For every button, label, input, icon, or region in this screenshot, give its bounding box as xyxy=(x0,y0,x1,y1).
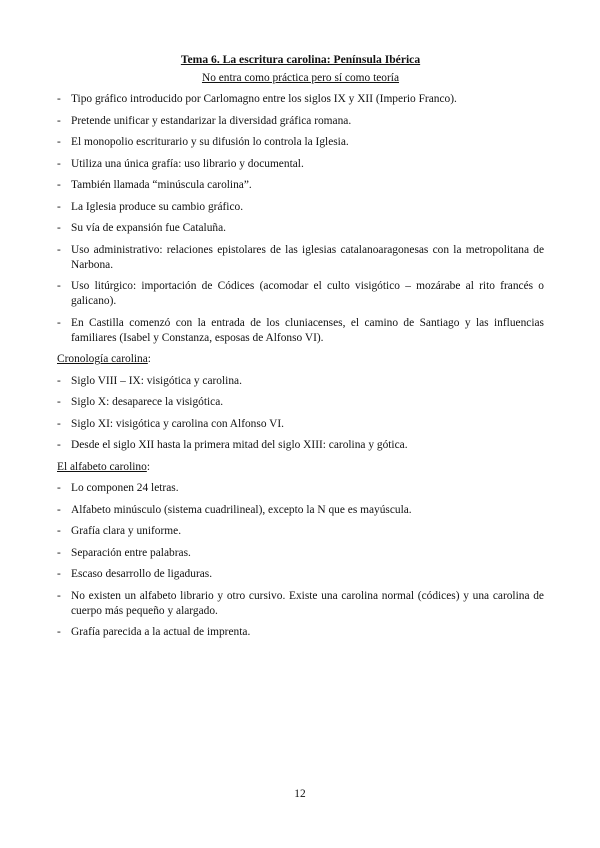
list-item xyxy=(57,503,544,518)
list-item xyxy=(57,221,544,236)
list-item xyxy=(57,374,544,389)
dash-bullet: - xyxy=(57,568,61,580)
list-item xyxy=(57,395,544,410)
dash-bullet: - xyxy=(57,243,61,256)
list-item xyxy=(57,92,544,107)
dash-bullet: - xyxy=(57,503,61,516)
list-item xyxy=(57,625,544,640)
list-item-text: Lo componen 24 letras. xyxy=(71,482,179,494)
page-title: Tema 6. La escritura carolina: Península Ibérica xyxy=(180,53,421,66)
dash-bullet: - xyxy=(57,589,61,602)
list-item xyxy=(57,135,544,150)
dash-bullet: - xyxy=(57,439,61,451)
list-item-text: Grafía clara y uniforme. xyxy=(71,525,182,537)
list-item-text: Siglo VIII – IX: visigótica y carolina. xyxy=(71,374,242,387)
list-item xyxy=(57,279,544,309)
chronology-heading xyxy=(57,352,544,367)
list-item-text: Uso litúrgico: importación de Códices (acomodar el culto visigótico – mozárabe al rito francés o galicano). xyxy=(71,280,544,307)
dash-bullet: - xyxy=(57,93,61,105)
chronology-heading-colon: : xyxy=(147,353,151,365)
list-item xyxy=(57,178,544,193)
list-item xyxy=(57,200,544,215)
list-item xyxy=(57,524,544,539)
list-item-text: Separación entre palabras. xyxy=(71,546,191,559)
list-item-text: La Iglesia produce su cambio gráfico. xyxy=(71,200,244,213)
document-page xyxy=(57,52,544,647)
dash-bullet: - xyxy=(57,200,61,213)
alphabet-heading xyxy=(57,460,544,475)
list-item xyxy=(57,157,544,172)
list-item-text: No existen un alfabeto librario y otro cursivo. Existe una carolina normal (códices) y una carolina de cuerpo más pequeño y alargado. xyxy=(71,589,544,617)
list-item xyxy=(57,481,544,496)
list-item-text: Siglo XI: visigótica y carolina con Alfonso VI. xyxy=(71,417,285,430)
intro-list xyxy=(57,92,544,346)
chronology-list xyxy=(57,374,544,454)
list-item xyxy=(57,567,544,582)
list-item-text: Desde el siglo XII hasta la primera mitad del siglo XIII: carolina y gótica. xyxy=(71,439,408,451)
list-item-text: Uso administrativo: relaciones epistolares de las iglesias catalanoaragonesas con la metropolitana de Narbona. xyxy=(71,243,544,271)
list-item xyxy=(57,589,544,619)
dash-bullet: - xyxy=(57,222,61,234)
dash-bullet: - xyxy=(57,280,61,292)
list-item-text: Grafía parecida a la actual de imprenta. xyxy=(71,626,251,638)
list-item xyxy=(57,438,544,453)
dash-bullet: - xyxy=(57,525,61,537)
list-item xyxy=(57,243,544,273)
dash-bullet: - xyxy=(57,316,61,329)
dash-bullet: - xyxy=(57,626,61,638)
alphabet-heading-colon: : xyxy=(146,460,150,473)
list-item-text: En Castilla comenzó con la entrada de los cluniacenses, el camino de Santiago y las influencias familiares (Isabel y Constanza, esposas de Alfonso VI). xyxy=(71,316,544,344)
page-subtitle: No entra como práctica pero sí como teoría xyxy=(201,72,400,84)
dash-bullet: - xyxy=(57,482,61,494)
alphabet-list xyxy=(57,481,544,640)
dash-bullet: - xyxy=(57,179,61,191)
list-item xyxy=(57,114,544,129)
list-item xyxy=(57,546,544,561)
list-item-text: El monopolio escriturario y su difusión lo controla la Iglesia. xyxy=(71,136,349,148)
list-item-text: Utiliza una única grafía: uso librario y documental. xyxy=(71,157,304,170)
dash-bullet: - xyxy=(57,114,61,127)
list-item-text: Su vía de expansión fue Cataluña. xyxy=(71,222,226,234)
list-item-text: Siglo X: desaparece la visigótica. xyxy=(71,396,224,408)
dash-bullet: - xyxy=(57,157,61,170)
dash-bullet: - xyxy=(57,374,61,387)
alphabet-heading-text: El alfabeto carolino xyxy=(57,460,147,473)
list-item-text: Tipo gráfico introducido por Carlomagno entre los siglos IX y XII (Imperio Franco). xyxy=(71,93,457,105)
list-item-text: También llamada “minúscula carolina”. xyxy=(71,179,252,191)
list-item xyxy=(57,316,544,346)
dash-bullet: - xyxy=(57,396,61,408)
dash-bullet: - xyxy=(57,417,61,430)
page-number: 12 xyxy=(294,788,306,800)
list-item xyxy=(57,417,544,432)
chronology-heading-text: Cronología carolina xyxy=(57,353,148,365)
list-item-text: Pretende unificar y estandarizar la diversidad gráfica romana. xyxy=(71,114,352,127)
list-item-text: Alfabeto minúsculo (sistema cuadrilineal), excepto la N que es mayúscula. xyxy=(71,503,412,516)
dash-bullet: - xyxy=(57,136,61,148)
list-item-text: Escaso desarrollo de ligaduras. xyxy=(71,568,213,580)
dash-bullet: - xyxy=(57,546,61,559)
